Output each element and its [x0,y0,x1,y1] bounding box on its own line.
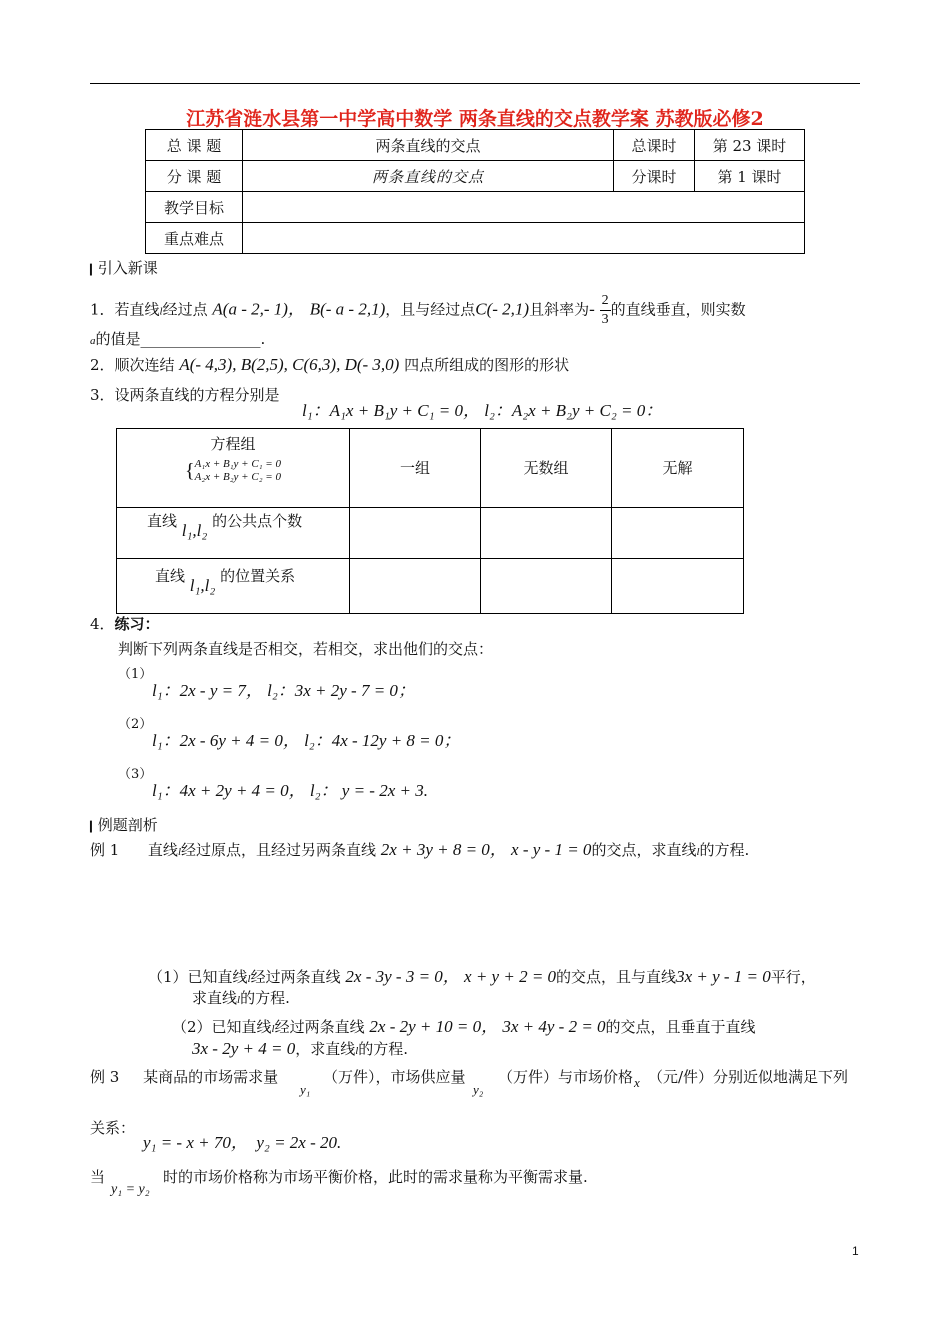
fraction: $\frac{2}{3}$ [601,293,609,327]
practice-item-equation: l₁：2x - y = 7， l₂：3x + 2y - 7 = 0； [152,681,415,700]
table-cell: 教学目标 [146,192,243,223]
question-1-blank: a的值是________________. [90,330,266,348]
equation-system: { A₁x + B₁y + C₁ = 0 A₂x + B₂y + C₂ = 0 [185,458,281,483]
table-cell: 直线 l₁,l₂ 的位置关系 [117,559,350,614]
table-cell: 方程组 { A₁x + B₁y + C₁ = 0 A₂x + B₂y + C₂ = 0 [117,429,350,508]
table-cell-empty [350,508,481,559]
table-row [117,559,744,614]
practice-item-number: （1） [118,667,153,682]
table-cell-empty [481,508,612,559]
table-cell: 分课时 [614,161,695,192]
table-row [117,508,744,559]
example-3-when: 当 [90,1168,106,1186]
var-y1: y₁ [300,1082,311,1097]
table-row [117,429,744,508]
table-cell: 第 1 课时 [695,161,805,192]
system-table [116,428,744,614]
section-heading: ▎引入新课 [90,259,158,277]
practice-item-equation: l₁：2x - 6y + 4 = 0， l₂：4x - 12y + 8 = 0； [152,731,461,750]
table-cell: 无数组 [481,429,612,508]
example-2-part-2: （2）已知直线l经过两条直线 2x - 2y + 10 = 0， 3x + 4y - 2 = 0的交点，且垂直于直线 [172,1017,756,1036]
example-3-relations-label: 关系： [90,1119,136,1137]
example-3-tail: 时的市场价格称为市场平衡价格，此时的需求量称为平衡需求量. [163,1168,588,1186]
var-y2: y₂ [473,1082,484,1097]
table-cell-empty [350,559,481,614]
section-heading: ▎例题剖析 [90,816,158,834]
table-cell-empty [243,223,805,254]
handwritten-cell: 两条直线的交点 [243,161,614,192]
practice-intro: 判断下列两条直线是否相交，若相交，求出他们的交点： [118,640,494,658]
table-cell-empty [612,559,744,614]
table-cell: 总课时 [614,130,695,161]
lesson-info-table [145,129,805,254]
question-1: 1．若直线l经过点 A(a - 2,- 1)， B(- a - 2,1)，且与经过点C(- 2,1)且斜率为- $\frac{2}{3}$ 的直线垂直，则实数 [90,293,746,327]
example-3-text: （万件），市场供应量 [323,1068,466,1086]
table-cell: 无解 [612,429,744,508]
example-2-part-1: （1）已知直线l经过两条直线 2x - 3y - 3 = 0， x + y + 2 = 0的交点，且与直线3x + y - 1 = 0平行， [148,967,816,986]
example-3-condition: y₁ = y₂ [111,1182,150,1197]
practice-item-number: （2） [118,717,153,732]
table-row [146,192,805,223]
example-1: 例 1 直线l经过原点，且经过另两条直线 2x + 3y + 8 = 0， x - y - 1 = 0的交点，求直线l的方程. [90,840,750,859]
page-number: 1 [852,1244,859,1258]
table-row [146,223,805,254]
example-2-part-1-cont: 求直线l的方程. [192,989,290,1007]
practice-heading: 4．练习： [90,615,160,633]
example-2-part-2-cont: 3x - 2y + 4 = 0，求直线l的方程. [192,1039,409,1058]
example-3: 例 3 某商品的市场需求量 [90,1068,279,1086]
table-cell: 两条直线的交点 [243,130,614,161]
var-x: x [634,1075,640,1090]
practice-item-equation: l₁：4x + 2y + 4 = 0， l₂： y = - 2x + 3. [152,781,428,800]
header-rule [90,83,860,84]
table-cell: 分 课 题 [146,161,243,192]
example-3-text: （元/件）分别近似地满足下列 [648,1068,849,1086]
table-cell: 重点难点 [146,223,243,254]
bullet-icon: ▎ [90,822,98,833]
example-3-relations: y₁ = - x + 70， y₂ = 2x - 20. [143,1133,342,1152]
document-title: 江苏省涟水县第一中学高中数学 两条直线的交点教学案 苏教版必修2 [186,108,764,130]
practice-item-number: （3） [118,767,153,782]
question-3-equations: l₁：A₁x + B₁y + C₁ = 0， l₂：A₂x + B₂y + C₂ = 0： [302,401,663,420]
table-row [146,161,805,192]
table-cell-empty [243,192,805,223]
table-row [146,130,805,161]
table-cell-empty [612,508,744,559]
table-cell-empty [481,559,612,614]
question-2: 2．顺次连结 A(- 4,3), B(2,5), C(6,3), D(- 3,0) 四点所组成的图形的形状 [90,355,570,374]
table-cell: 一组 [350,429,481,508]
example-3-text: （万件）与市场价格 [498,1068,634,1086]
bullet-icon: ▎ [90,265,98,276]
table-cell: 直线 l₁,l₂ 的公共点个数 [117,508,350,559]
question-3: 3．设两条直线的方程分别是 [90,386,280,404]
table-cell: 第 23 课时 [695,130,805,161]
table-cell: 总 课 题 [146,130,243,161]
